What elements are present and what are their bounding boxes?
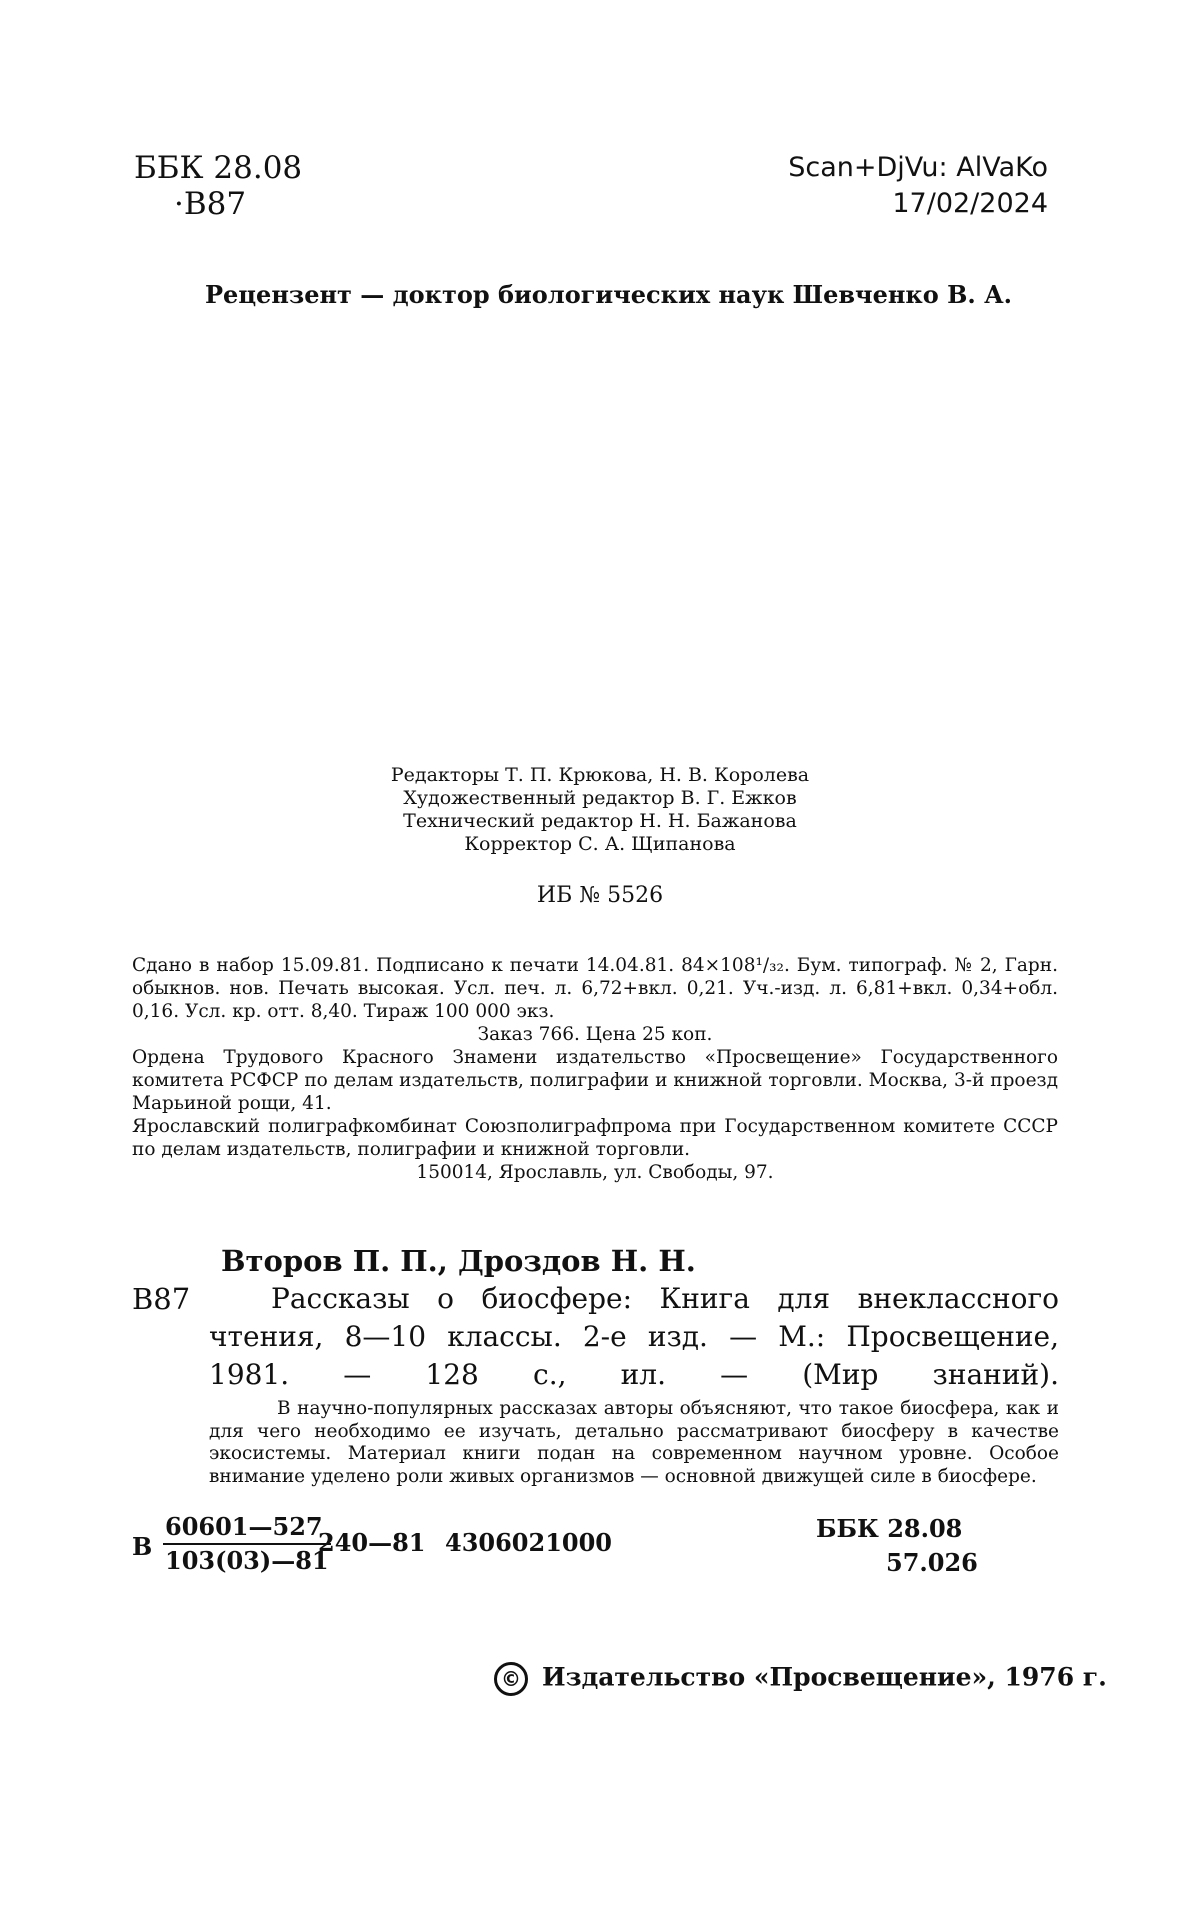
bbk-code: ББК 28.08 xyxy=(134,150,302,186)
credit-line: Корректор С. А. Щипанова xyxy=(0,833,1200,856)
udc-code: 57.026 xyxy=(816,1546,978,1580)
bbk-code-bottom: ББК 28.08 xyxy=(816,1512,978,1546)
author-mark: ·В87 xyxy=(134,186,302,222)
copyright-icon: © xyxy=(494,1662,528,1696)
code-isbn: 4306021000 xyxy=(445,1528,612,1557)
print-info: Сдано в набор 15.09.81. Подписано к печати 14.04.81. 84×108¹/₃₂. Бум. типограф. № 2, Гарн. обыкнов. нов. Печать высокая. Усл. печ. л. 6,72+вкл. 0,21. Уч.-изд. л. 6,81+вкл. 0,34+обл. 0,16. Усл. кр. отт. 8,40. Тираж 100 000 экз. xyxy=(132,954,1058,1023)
catalog-number: В87 xyxy=(132,1282,190,1316)
bbk-footer xyxy=(816,1512,978,1580)
bbk-header xyxy=(134,150,302,222)
publisher-info: Ордена Трудового Красного Знамени издательство «Просвещение» Государственного комитета РСФСР по делам издательств, полиграфии и книжной торговли. Москва, 3-й проезд Марьиной рощи, 41. xyxy=(132,1046,1058,1115)
catalog-annotation: В научно-популярных рассказах авторы объясняют, что такое биосфера, как и для чего необходимо ее изучать, детально рассматривают биосферу в качестве экосистемы. Материал книги подан на современном научном уровне. Особое внимание уделено роли живых организмов — основной движущей силе в биосфере. xyxy=(209,1398,1059,1488)
catalog-title xyxy=(209,1280,1059,1394)
copyright-text: Издательство «Просвещение», 1976 г. xyxy=(542,1663,1107,1692)
copyright-line xyxy=(494,1662,1107,1696)
title-text: Рассказы о биосфере: Книга для внеклассного чтения, 8—10 классы. 2-е изд. — М.: Просвещение, 1981. — 128 с., ил. — (Мир знаний). xyxy=(209,1280,1059,1394)
ib-number: ИБ № 5526 xyxy=(0,883,1200,908)
imprint-block xyxy=(132,954,1058,1184)
credit-line: Редакторы Т. П. Крюкова, Н. В. Королева xyxy=(0,764,1200,787)
code-mid: 240—81 xyxy=(318,1528,426,1557)
printer-info: Ярославский полиграфкомбинат Союзполиграфпрома при Государственном комитете СССР по делам издательств, полиграфии и книжной торговли. xyxy=(132,1115,1058,1161)
code-denominator: 103(03)—81 xyxy=(163,1545,331,1577)
credit-line: Художественный редактор В. Г. Ежков xyxy=(0,787,1200,810)
catalog-authors: Второв П. П., Дроздов Н. Н. xyxy=(221,1244,696,1278)
scan-info xyxy=(788,150,1048,222)
editorial-credits xyxy=(0,764,1200,856)
code-numerator: 60601—527 xyxy=(163,1511,331,1545)
order-price: Заказ 766. Цена 25 коп. xyxy=(132,1023,1058,1046)
code-letter: В xyxy=(132,1532,152,1561)
reviewer-line: Рецензент — доктор биологических наук Шевченко В. А. xyxy=(205,280,1012,309)
credit-line: Технический редактор Н. Н. Бажанова xyxy=(0,810,1200,833)
scan-date: 17/02/2024 xyxy=(788,186,1048,222)
scan-credit: Scan+DjVu: AlVaKo xyxy=(788,150,1048,186)
code-fraction xyxy=(163,1511,331,1577)
printer-address: 150014, Ярославль, ул. Свободы, 97. xyxy=(132,1161,1058,1184)
